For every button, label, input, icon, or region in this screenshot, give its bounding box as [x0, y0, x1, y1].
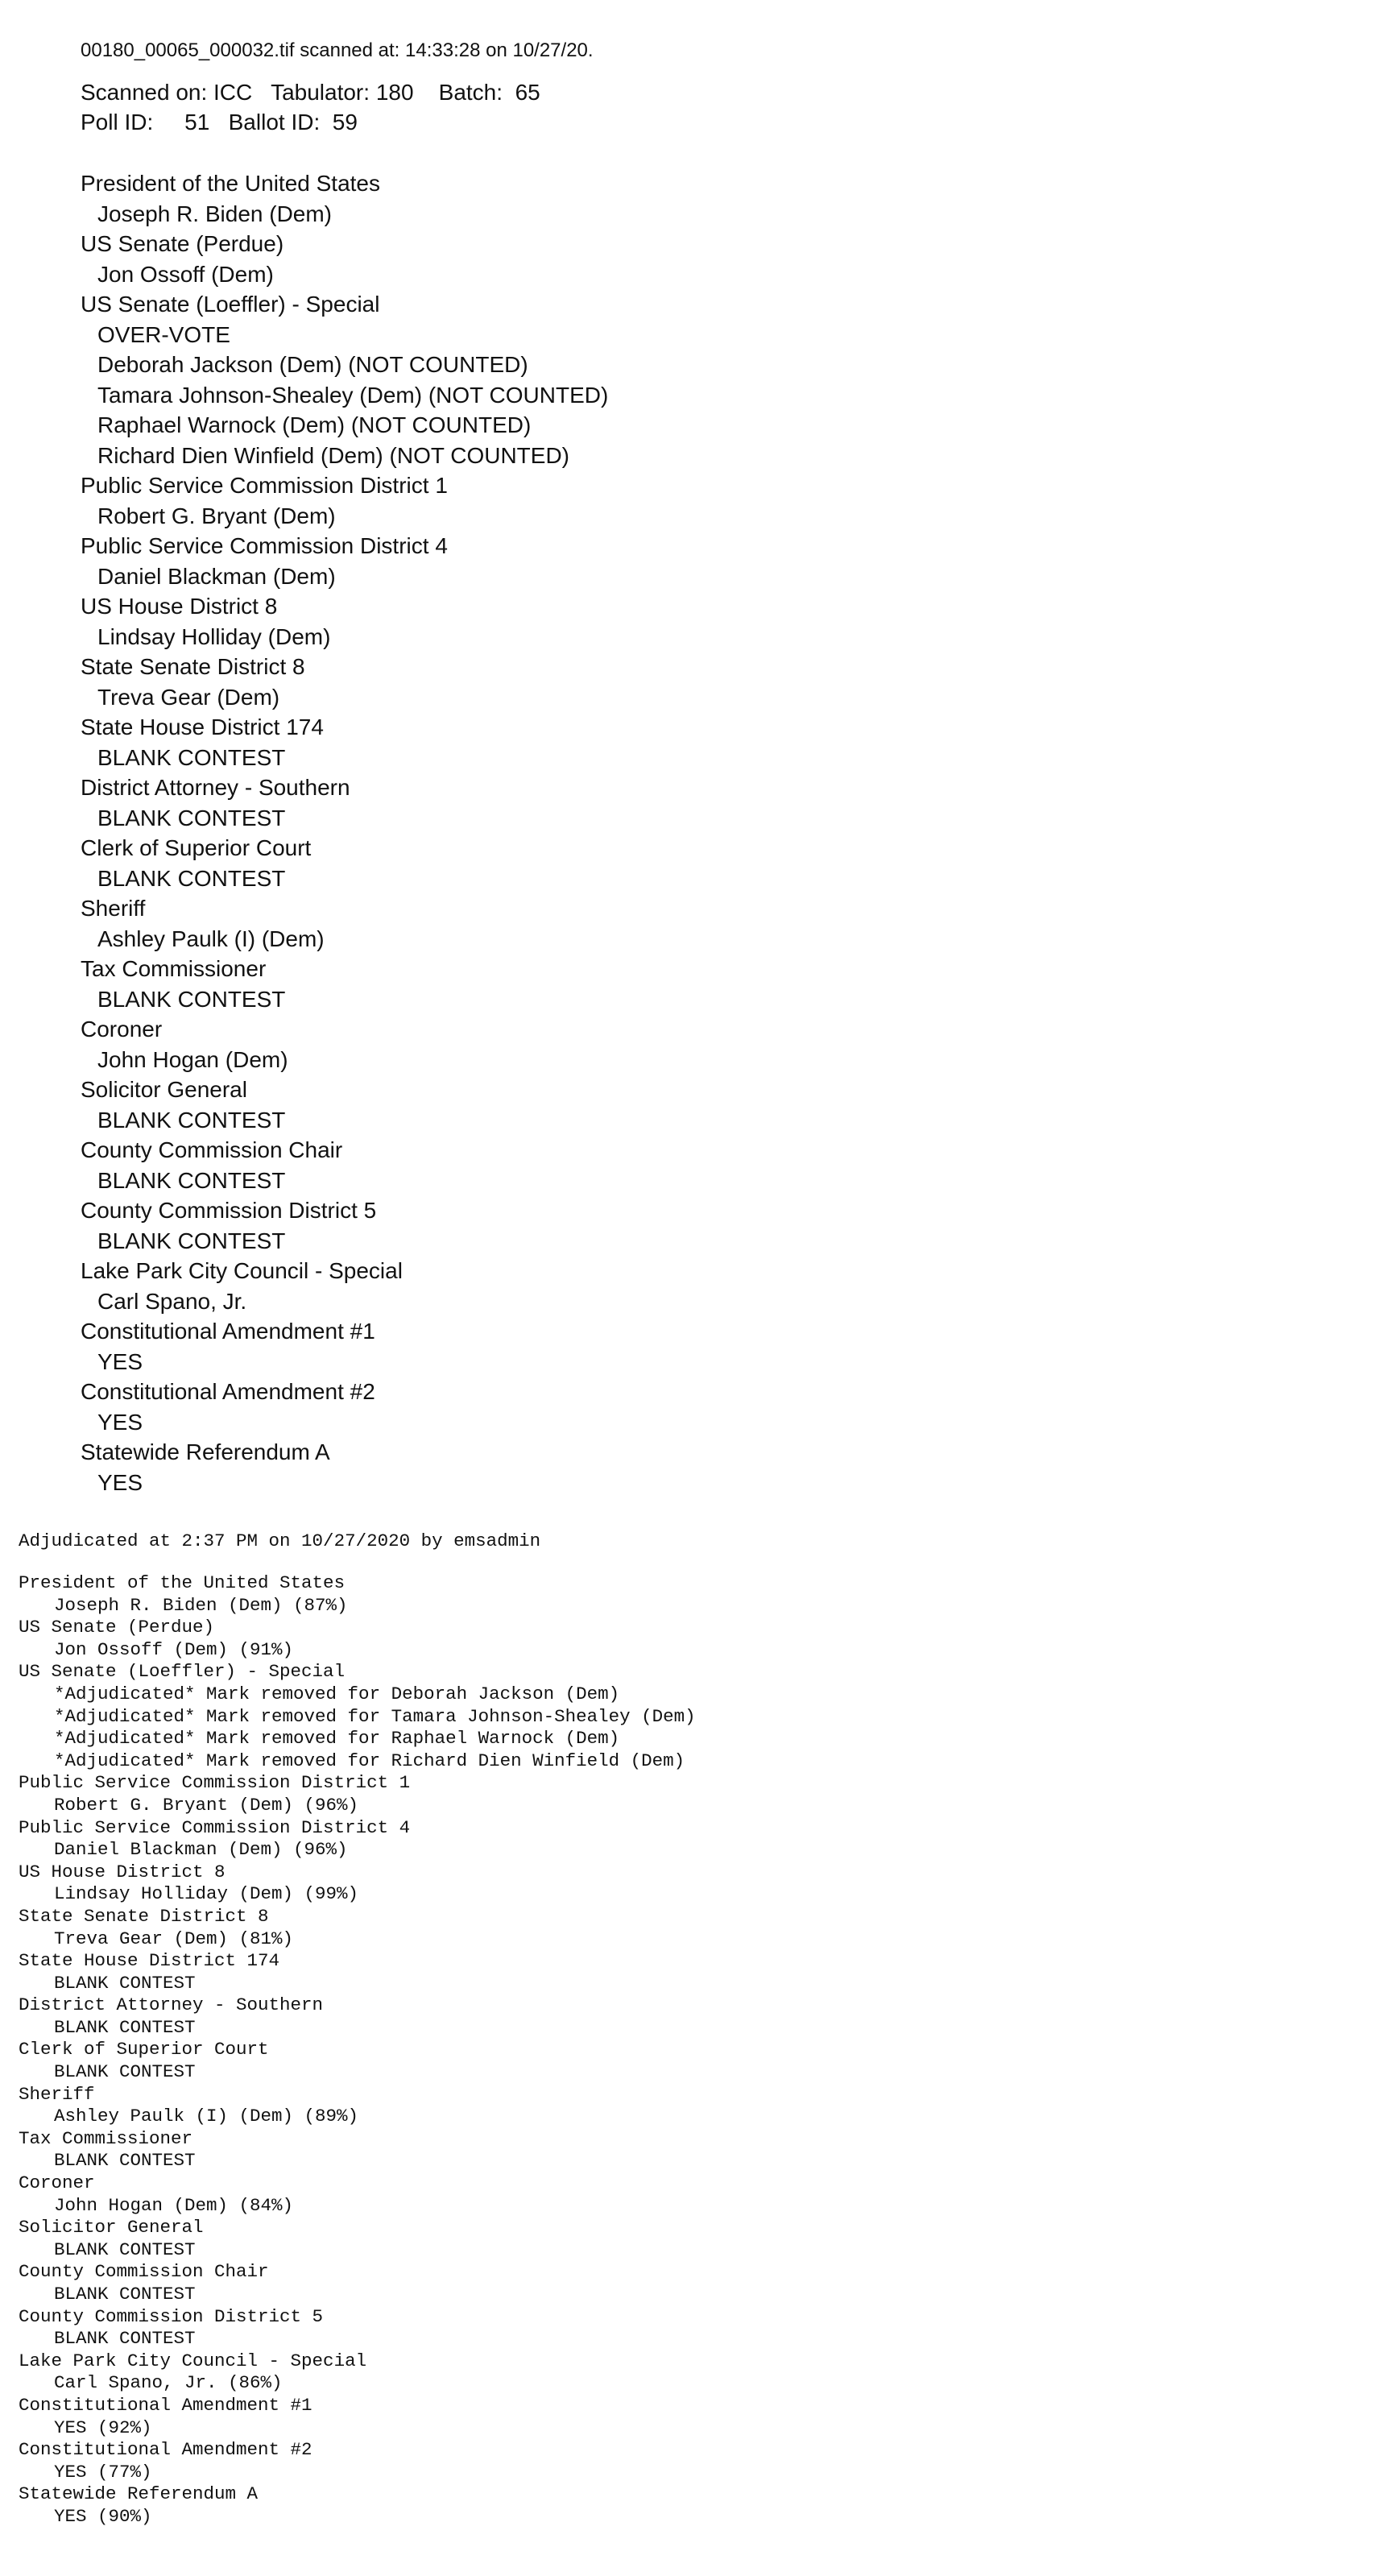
adjudication-selection: *Adjudicated* Mark removed for Deborah Jackson (Dem) — [54, 1683, 620, 1704]
adjudication-contest-title: Public Service Commission District 1 — [19, 1772, 411, 1794]
adjudication-contest — [19, 1661, 696, 1772]
adjudication-contest-title: US Senate (Loeffler) - Special — [19, 1661, 346, 1683]
adjudication-selection: Daniel Blackman (Dem) (96%) — [54, 1839, 348, 1861]
adjudication-contest — [19, 1817, 696, 1862]
scan-selection: BLANK CONTEST — [97, 805, 286, 830]
scan-contest — [81, 1195, 608, 1256]
adjudication-selection: BLANK CONTEST — [54, 2284, 196, 2305]
scan-contest-title: Solicitor General — [81, 1077, 247, 1102]
scan-selection: BLANK CONTEST — [97, 1228, 286, 1253]
adjudication-contest — [19, 2128, 696, 2172]
adjudication-contest-title: Constitutional Amendment #2 — [19, 2439, 312, 2461]
scan-contest-title: Sheriff — [81, 896, 146, 921]
scan-selection: OVER-VOTE — [97, 321, 230, 347]
scan-selection: Deborah Jackson (Dem) (NOT COUNTED) — [97, 352, 528, 377]
adjudication-contest — [19, 2039, 696, 2083]
adjudication-contest — [19, 1617, 696, 1661]
scan-contest — [81, 289, 608, 470]
scan-selection: BLANK CONTEST — [97, 744, 286, 770]
adjudication-contest-title: President of the United States — [19, 1572, 346, 1593]
scan-contest-title: Constitutional Amendment #2 — [81, 1379, 375, 1404]
adjudication-contest — [19, 2350, 696, 2395]
scan-contest — [81, 229, 608, 289]
adjudication-selection: Ashley Paulk (I) (Dem) (89%) — [54, 2106, 359, 2127]
scan-selection: Robert G. Bryant (Dem) — [97, 503, 336, 528]
adjudication-contest-title: Solicitor General — [19, 2217, 204, 2238]
scan-info-line-2: Poll ID: 51 Ballot ID: 59 — [81, 110, 358, 135]
scan-contest — [81, 893, 608, 954]
scan-selection: Ashley Paulk (I) (Dem) — [97, 926, 325, 951]
scan-contest — [81, 712, 608, 772]
scan-contest-title: Clerk of Superior Court — [81, 835, 312, 860]
adjudication-selection: BLANK CONTEST — [54, 2016, 196, 2038]
adjudication-selection: Carl Spano, Jr. (86%) — [54, 2372, 283, 2394]
scan-contest — [81, 1316, 608, 1377]
scan-contest-list — [81, 168, 608, 1497]
scan-contest — [81, 470, 608, 531]
adjudication-contest-title: US House District 8 — [19, 1861, 226, 1882]
adjudication-header: Adjudicated at 2:37 PM on 10/27/2020 by emsadmin — [19, 1530, 541, 1551]
scan-contest — [81, 531, 608, 591]
adjudication-contest-title: Tax Commissioner — [19, 2127, 193, 2149]
adjudication-contest-title: Lake Park City Council - Special — [19, 2350, 367, 2371]
adjudication-selection: YES (92%) — [54, 2417, 152, 2438]
adjudication-contest-title: Public Service Commission District 4 — [19, 1816, 411, 1838]
scan-contest-title: US House District 8 — [81, 594, 278, 619]
adjudication-contest-title: Statewide Referendum A — [19, 2483, 259, 2505]
scan-contest-title: President of the United States — [81, 171, 380, 196]
scan-selection: Joseph R. Biden (Dem) — [97, 201, 333, 226]
scan-contest-title: Statewide Referendum A — [81, 1439, 330, 1464]
scan-contest — [81, 954, 608, 1014]
scan-selection: John Hogan (Dem) — [97, 1046, 288, 1072]
adjudication-contest — [19, 1862, 696, 1906]
scan-contest-title: District Attorney - Southern — [81, 775, 350, 800]
scan-contest — [81, 1135, 608, 1195]
adjudication-selection: Joseph R. Biden (Dem) (87%) — [54, 1594, 348, 1616]
adjudication-selection: BLANK CONTEST — [54, 2238, 196, 2260]
adjudication-contest — [19, 2395, 696, 2439]
scan-info — [81, 77, 608, 137]
adjudication-contest — [19, 2483, 696, 2528]
scan-selection: Tamara Johnson-Shealey (Dem) (NOT COUNTED) — [97, 382, 609, 408]
scan-selection: BLANK CONTEST — [97, 986, 286, 1012]
scan-contest — [81, 652, 608, 712]
adjudication-contest — [19, 2084, 696, 2128]
adjudication-contest — [19, 1994, 696, 2039]
scan-contest — [81, 772, 608, 833]
adjudication-selection: Robert G. Bryant (Dem) (96%) — [54, 1794, 359, 1816]
adjudication-selection: *Adjudicated* Mark removed for Richard Dien Winfield (Dem) — [54, 1750, 685, 1771]
scan-contest-title: Public Service Commission District 4 — [81, 533, 448, 558]
scan-contest-title: State House District 174 — [81, 714, 324, 739]
adjudication-contest — [19, 2306, 696, 2350]
scan-contest-title: Tax Commissioner — [81, 956, 267, 981]
adjudication-contest-title: County Commission District 5 — [19, 2305, 324, 2327]
adjudication-contest — [19, 1772, 696, 1816]
scan-contest — [81, 833, 608, 893]
scan-header: 00180_00065_000032.tif scanned at: 14:33:28 on 10/27/20. — [81, 39, 594, 61]
adjudication-selection: BLANK CONTEST — [54, 1972, 196, 1994]
scan-contest-title: State Senate District 8 — [81, 654, 305, 679]
scan-contest — [81, 1437, 608, 1497]
scan-contest-title: US Senate (Perdue) — [81, 231, 284, 256]
scan-selection: YES — [97, 1348, 143, 1374]
scan-contest — [81, 1256, 608, 1316]
adjudication-contest — [19, 1950, 696, 1994]
scan-selection: BLANK CONTEST — [97, 1107, 286, 1133]
scan-selection: BLANK CONTEST — [97, 1167, 286, 1193]
scan-contest-title: Lake Park City Council - Special — [81, 1258, 403, 1283]
adjudication-contest-title: Clerk of Superior Court — [19, 2039, 269, 2060]
scan-contest-title: US Senate (Loeffler) - Special — [81, 292, 380, 317]
adjudication-contest-list — [19, 1572, 696, 2528]
scan-selection: Jon Ossoff (Dem) — [97, 261, 274, 287]
scan-selection: Richard Dien Winfield (Dem) (NOT COUNTED) — [97, 442, 570, 468]
adjudication-section — [19, 1529, 696, 2528]
scan-selection: YES — [97, 1409, 143, 1435]
adjudication-selection: *Adjudicated* Mark removed for Raphael Warnock (Dem) — [54, 1728, 620, 1750]
adjudication-contest — [19, 1572, 696, 1617]
scan-contest-title: Constitutional Amendment #1 — [81, 1319, 375, 1344]
adjudication-contest-title: State Senate District 8 — [19, 1905, 269, 1927]
adjudication-selection: John Hogan (Dem) (84%) — [54, 2194, 294, 2216]
adjudication-contest-title: US Senate (Perdue) — [19, 1617, 215, 1638]
scan-contest — [81, 1075, 608, 1135]
adjudication-selection: YES (90%) — [54, 2505, 152, 2527]
scan-contest — [81, 1014, 608, 1075]
scan-contest-title: County Commission Chair — [81, 1137, 343, 1162]
scan-selection: BLANK CONTEST — [97, 865, 286, 891]
adjudication-contest — [19, 2217, 696, 2261]
scan-selection: Raphael Warnock (Dem) (NOT COUNTED) — [97, 412, 532, 437]
scan-contest-title: County Commission District 5 — [81, 1198, 377, 1223]
adjudication-selection: BLANK CONTEST — [54, 2061, 196, 2083]
adjudication-selection: *Adjudicated* Mark removed for Tamara Johnson-Shealey (Dem) — [54, 1705, 696, 1727]
adjudication-selection: Lindsay Holliday (Dem) (99%) — [54, 1883, 359, 1905]
adjudication-contest-title: Sheriff — [19, 2083, 95, 2105]
scan-selection: Carl Spano, Jr. — [97, 1288, 247, 1314]
adjudication-selection: BLANK CONTEST — [54, 2150, 196, 2172]
adjudication-selection: Treva Gear (Dem) (81%) — [54, 1928, 294, 1949]
adjudication-contest-title: State House District 174 — [19, 1950, 280, 1972]
adjudication-contest — [19, 2261, 696, 2305]
scan-contest — [81, 591, 608, 652]
scan-selection: Daniel Blackman (Dem) — [97, 563, 336, 589]
adjudication-contest — [19, 1906, 696, 1950]
adjudication-selection: Jon Ossoff (Dem) (91%) — [54, 1638, 294, 1660]
adjudication-contest — [19, 2172, 696, 2217]
scan-contest — [81, 1377, 608, 1437]
adjudication-contest-title: County Commission Chair — [19, 2261, 269, 2283]
scan-contest-title: Public Service Commission District 1 — [81, 473, 448, 498]
adjudication-contest-title: District Attorney - Southern — [19, 1994, 324, 2016]
adjudication-contest-title: Coroner — [19, 2172, 95, 2194]
scan-contest-title: Coroner — [81, 1017, 163, 1042]
scan-selection: YES — [97, 1469, 143, 1495]
scan-contest — [81, 168, 608, 229]
adjudication-selection: BLANK CONTEST — [54, 2328, 196, 2350]
scan-selection: Lindsay Holliday (Dem) — [97, 623, 331, 649]
adjudication-contest — [19, 2439, 696, 2483]
adjudication-contest-title: Constitutional Amendment #1 — [19, 2394, 312, 2416]
scan-section — [81, 31, 608, 1497]
scan-selection: Treva Gear (Dem) — [97, 684, 280, 710]
adjudication-selection: YES (77%) — [54, 2461, 152, 2483]
scan-info-line-1: Scanned on: ICC Tabulator: 180 Batch: 65 — [81, 80, 540, 105]
